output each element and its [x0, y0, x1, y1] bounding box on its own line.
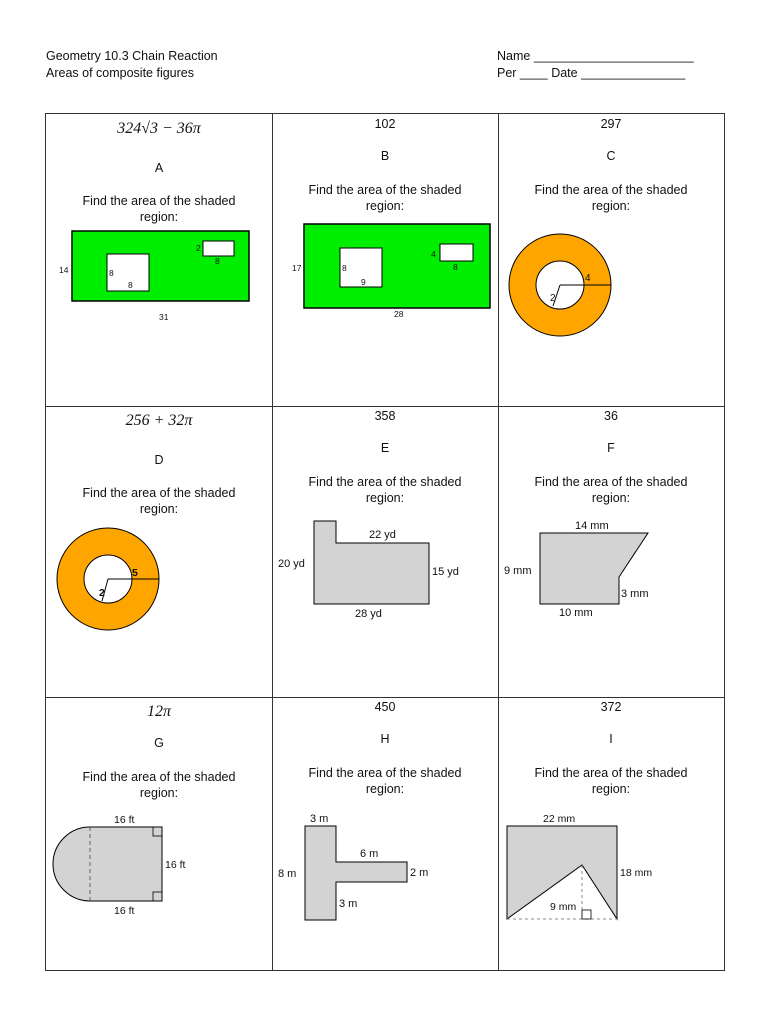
- problem-letter: F: [607, 441, 615, 455]
- svg-text:9: 9: [361, 277, 366, 287]
- svg-text:16 ft: 16 ft: [114, 905, 135, 917]
- svg-text:4: 4: [431, 249, 436, 259]
- problem-prompt: Find the area of the shaded region:: [534, 475, 688, 505]
- answer: 102: [374, 117, 396, 131]
- svg-text:14: 14: [59, 265, 69, 275]
- figure-square-semicircle: [46, 812, 272, 932]
- svg-text:8: 8: [109, 268, 114, 278]
- answer: 297: [600, 117, 622, 131]
- svg-text:28: 28: [394, 309, 404, 319]
- svg-text:31: 31: [159, 312, 169, 322]
- problem-letter: G: [154, 736, 164, 750]
- svg-text:8: 8: [215, 256, 220, 266]
- problem-prompt: Find the area of the shaded region:: [534, 766, 688, 796]
- problem-prompt: Find the area of the shaded region:: [308, 475, 462, 505]
- answer: 256 + 32π: [125, 412, 193, 429]
- svg-text:3 mm: 3 mm: [621, 588, 649, 600]
- figure-rectangle-holes: [272, 219, 498, 339]
- svg-text:2 m: 2 m: [410, 867, 429, 879]
- svg-text:16 ft: 16 ft: [165, 859, 186, 871]
- problem-e: [272, 406, 498, 697]
- problem-f: [498, 406, 724, 697]
- figure-annulus: [46, 526, 272, 656]
- svg-text:10 mm: 10 mm: [559, 607, 593, 619]
- answer: 450: [374, 700, 396, 714]
- problem-letter: A: [154, 161, 164, 175]
- problem-prompt: Find the area of the shaded region:: [534, 183, 688, 213]
- svg-text:14 mm: 14 mm: [575, 520, 609, 532]
- problem-i: [498, 697, 724, 970]
- figure-trapezoid: [498, 518, 724, 638]
- problem-prompt: Find the area of the shaded region:: [82, 486, 236, 516]
- svg-text:4: 4: [585, 273, 591, 284]
- svg-text:6 m: 6 m: [360, 848, 379, 860]
- svg-text:18 mm: 18 mm: [620, 867, 653, 879]
- name-field: Name _______________________: [497, 49, 694, 63]
- answer: 12π: [146, 703, 171, 720]
- figure-rectangle-holes: [46, 224, 272, 344]
- problem-prompt: Find the area of the shaded region:: [308, 766, 462, 796]
- worksheet-subtitle: Areas of composite figures: [46, 66, 194, 80]
- figure-annulus: [498, 226, 724, 356]
- svg-text:8: 8: [453, 262, 458, 272]
- svg-text:22 mm: 22 mm: [543, 813, 576, 825]
- problem-letter: C: [606, 149, 616, 163]
- problem-a: [46, 114, 272, 406]
- svg-text:17: 17: [292, 263, 302, 273]
- problem-letter: E: [380, 441, 390, 455]
- per-date-field: Per ____ Date _______________: [497, 66, 686, 80]
- svg-text:2: 2: [99, 587, 105, 599]
- figure-l-shape: [272, 518, 498, 638]
- svg-text:20 yd: 20 yd: [278, 558, 305, 570]
- answer: 372: [600, 700, 622, 714]
- problem-prompt: Find the area of the shaded region:: [82, 770, 236, 800]
- problem-h: [272, 697, 498, 970]
- problem-c: [498, 114, 724, 406]
- svg-text:22 yd: 22 yd: [369, 529, 396, 541]
- svg-text:2: 2: [550, 293, 556, 304]
- problem-g: [46, 697, 272, 970]
- svg-text:8: 8: [128, 280, 133, 290]
- figure-notched-rectangle: [498, 809, 724, 929]
- svg-text:8: 8: [342, 263, 347, 273]
- answer: 324√3 − 36π: [117, 120, 201, 137]
- svg-text:5: 5: [132, 567, 138, 579]
- answer: 36: [604, 409, 618, 423]
- svg-text:3 m: 3 m: [310, 813, 329, 825]
- problem-grid: [45, 113, 725, 971]
- svg-text:28 yd: 28 yd: [355, 608, 382, 620]
- problem-letter: B: [380, 149, 390, 163]
- problem-prompt: Find the area of the shaded region:: [308, 183, 462, 213]
- svg-text:2: 2: [196, 243, 201, 253]
- problem-letter: D: [154, 453, 164, 467]
- svg-text:9 mm: 9 mm: [550, 901, 577, 913]
- problem-prompt: Find the area of the shaded region:: [82, 194, 236, 224]
- worksheet-title: Geometry 10.3 Chain Reaction: [46, 49, 218, 63]
- svg-text:16 ft: 16 ft: [114, 814, 135, 826]
- svg-text:3 m: 3 m: [339, 898, 358, 910]
- problem-d: [46, 406, 272, 697]
- answer: 358: [374, 409, 396, 423]
- problem-b: [272, 114, 498, 406]
- figure-t-shape: [272, 809, 498, 929]
- svg-text:8 m: 8 m: [278, 868, 297, 880]
- svg-text:9 mm: 9 mm: [504, 565, 532, 577]
- problem-letter: I: [609, 732, 613, 746]
- problem-letter: H: [380, 732, 390, 746]
- svg-text:15 yd: 15 yd: [432, 566, 459, 578]
